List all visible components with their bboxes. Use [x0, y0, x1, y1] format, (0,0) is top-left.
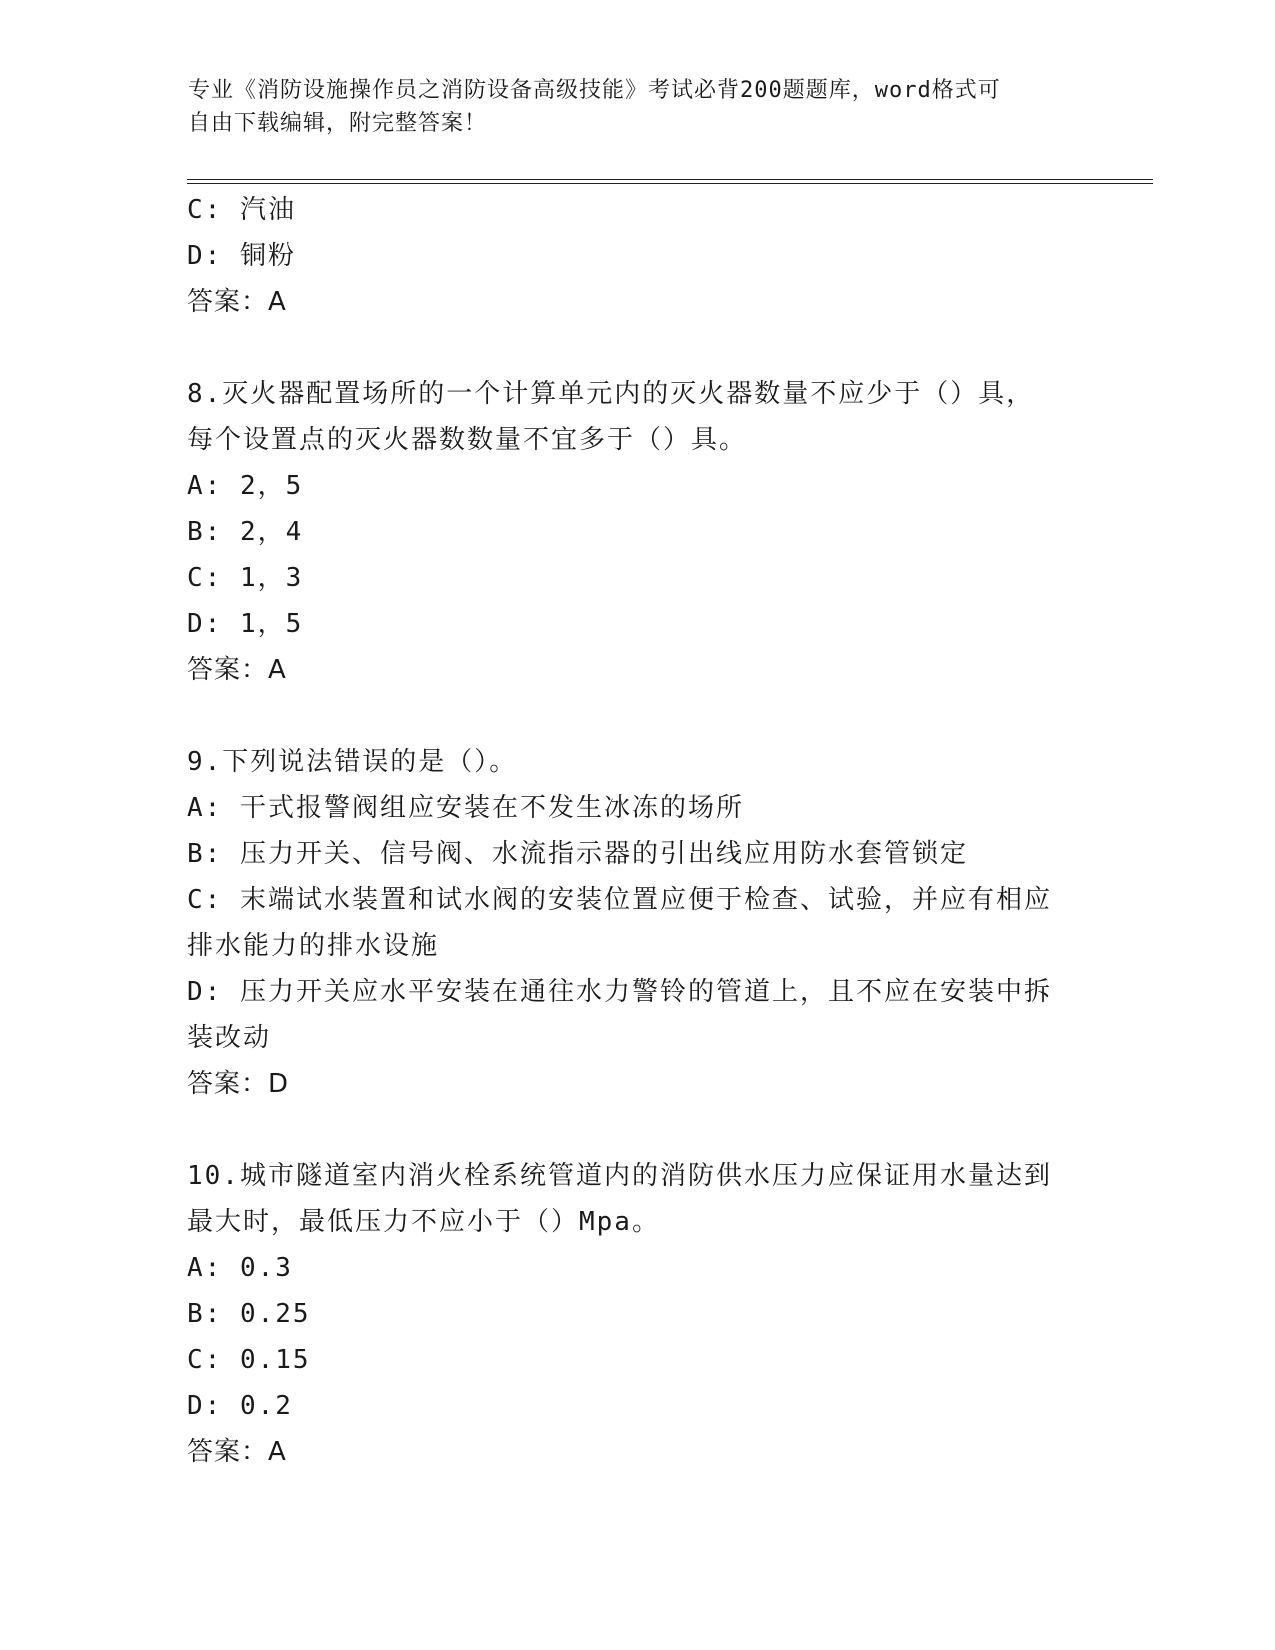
question-stem-line: 最大时，最低压力不应小于（）Mpa。	[187, 1207, 660, 1237]
option-c: C: 末端试水装置和试水阀的安装位置应便于检查、试验，并应有相应	[187, 885, 1052, 915]
option-d-continued: 装改动	[187, 1023, 272, 1053]
question-spacer	[187, 1107, 1087, 1153]
option-d: D: 1，5	[187, 609, 304, 639]
option-a: A: 干式报警阀组应安装在不发生冰冻的场所	[187, 793, 744, 823]
answer-line: 答案：A	[187, 655, 287, 685]
answer-line: 答案：D	[187, 1069, 290, 1099]
option-b: B: 2，4	[187, 517, 304, 547]
option-b: B: 0.25	[187, 1299, 311, 1329]
option-c-continued: 排水能力的排水设施	[187, 931, 440, 961]
option-c: C: 汽油	[187, 195, 296, 225]
question-7-tail	[187, 187, 1087, 325]
option-c: C: 1，3	[187, 563, 304, 593]
question-stem-line: 9.下列说法错误的是（）。	[187, 747, 518, 777]
option-a: A: 0.3	[187, 1253, 293, 1283]
header-divider-top	[187, 179, 1153, 180]
option-d: D: 0.2	[187, 1391, 293, 1421]
question-10	[187, 1153, 1087, 1475]
question-9	[187, 739, 1087, 1107]
question-stem-line: 每个设置点的灭火器数数量不宜多于（）具。	[187, 425, 748, 455]
option-c: C: 0.15	[187, 1345, 311, 1375]
question-8	[187, 371, 1087, 693]
header-title-line-1: 专业《消防设施操作员之消防设备高级技能》考试必背200题题库，word格式可	[188, 78, 1001, 103]
question-stem-line: 10.城市隧道室内消火栓系统管道内的消防供水压力应保证用水量达到	[187, 1161, 1052, 1191]
question-spacer	[187, 693, 1087, 739]
answer-line: 答案：A	[187, 287, 287, 317]
option-a: A: 2，5	[187, 471, 304, 501]
question-stem-line: 8.灭火器配置场所的一个计算单元内的灭火器数量不应少于（）具，	[187, 379, 1035, 409]
question-list	[187, 187, 1087, 1475]
option-d: D: 铜粉	[187, 241, 296, 271]
header-divider-bottom	[187, 183, 1153, 184]
option-d: D: 压力开关应水平安装在通往水力警铃的管道上，且不应在安装中拆	[187, 977, 1052, 1007]
header-title-line-2: 自由下载编辑，附完整答案！	[188, 111, 488, 136]
question-spacer	[187, 325, 1087, 371]
document-header	[188, 74, 1068, 140]
answer-line: 答案：A	[187, 1437, 287, 1467]
option-b: B: 压力开关、信号阀、水流指示器的引出线应用防水套管锁定	[187, 839, 968, 869]
